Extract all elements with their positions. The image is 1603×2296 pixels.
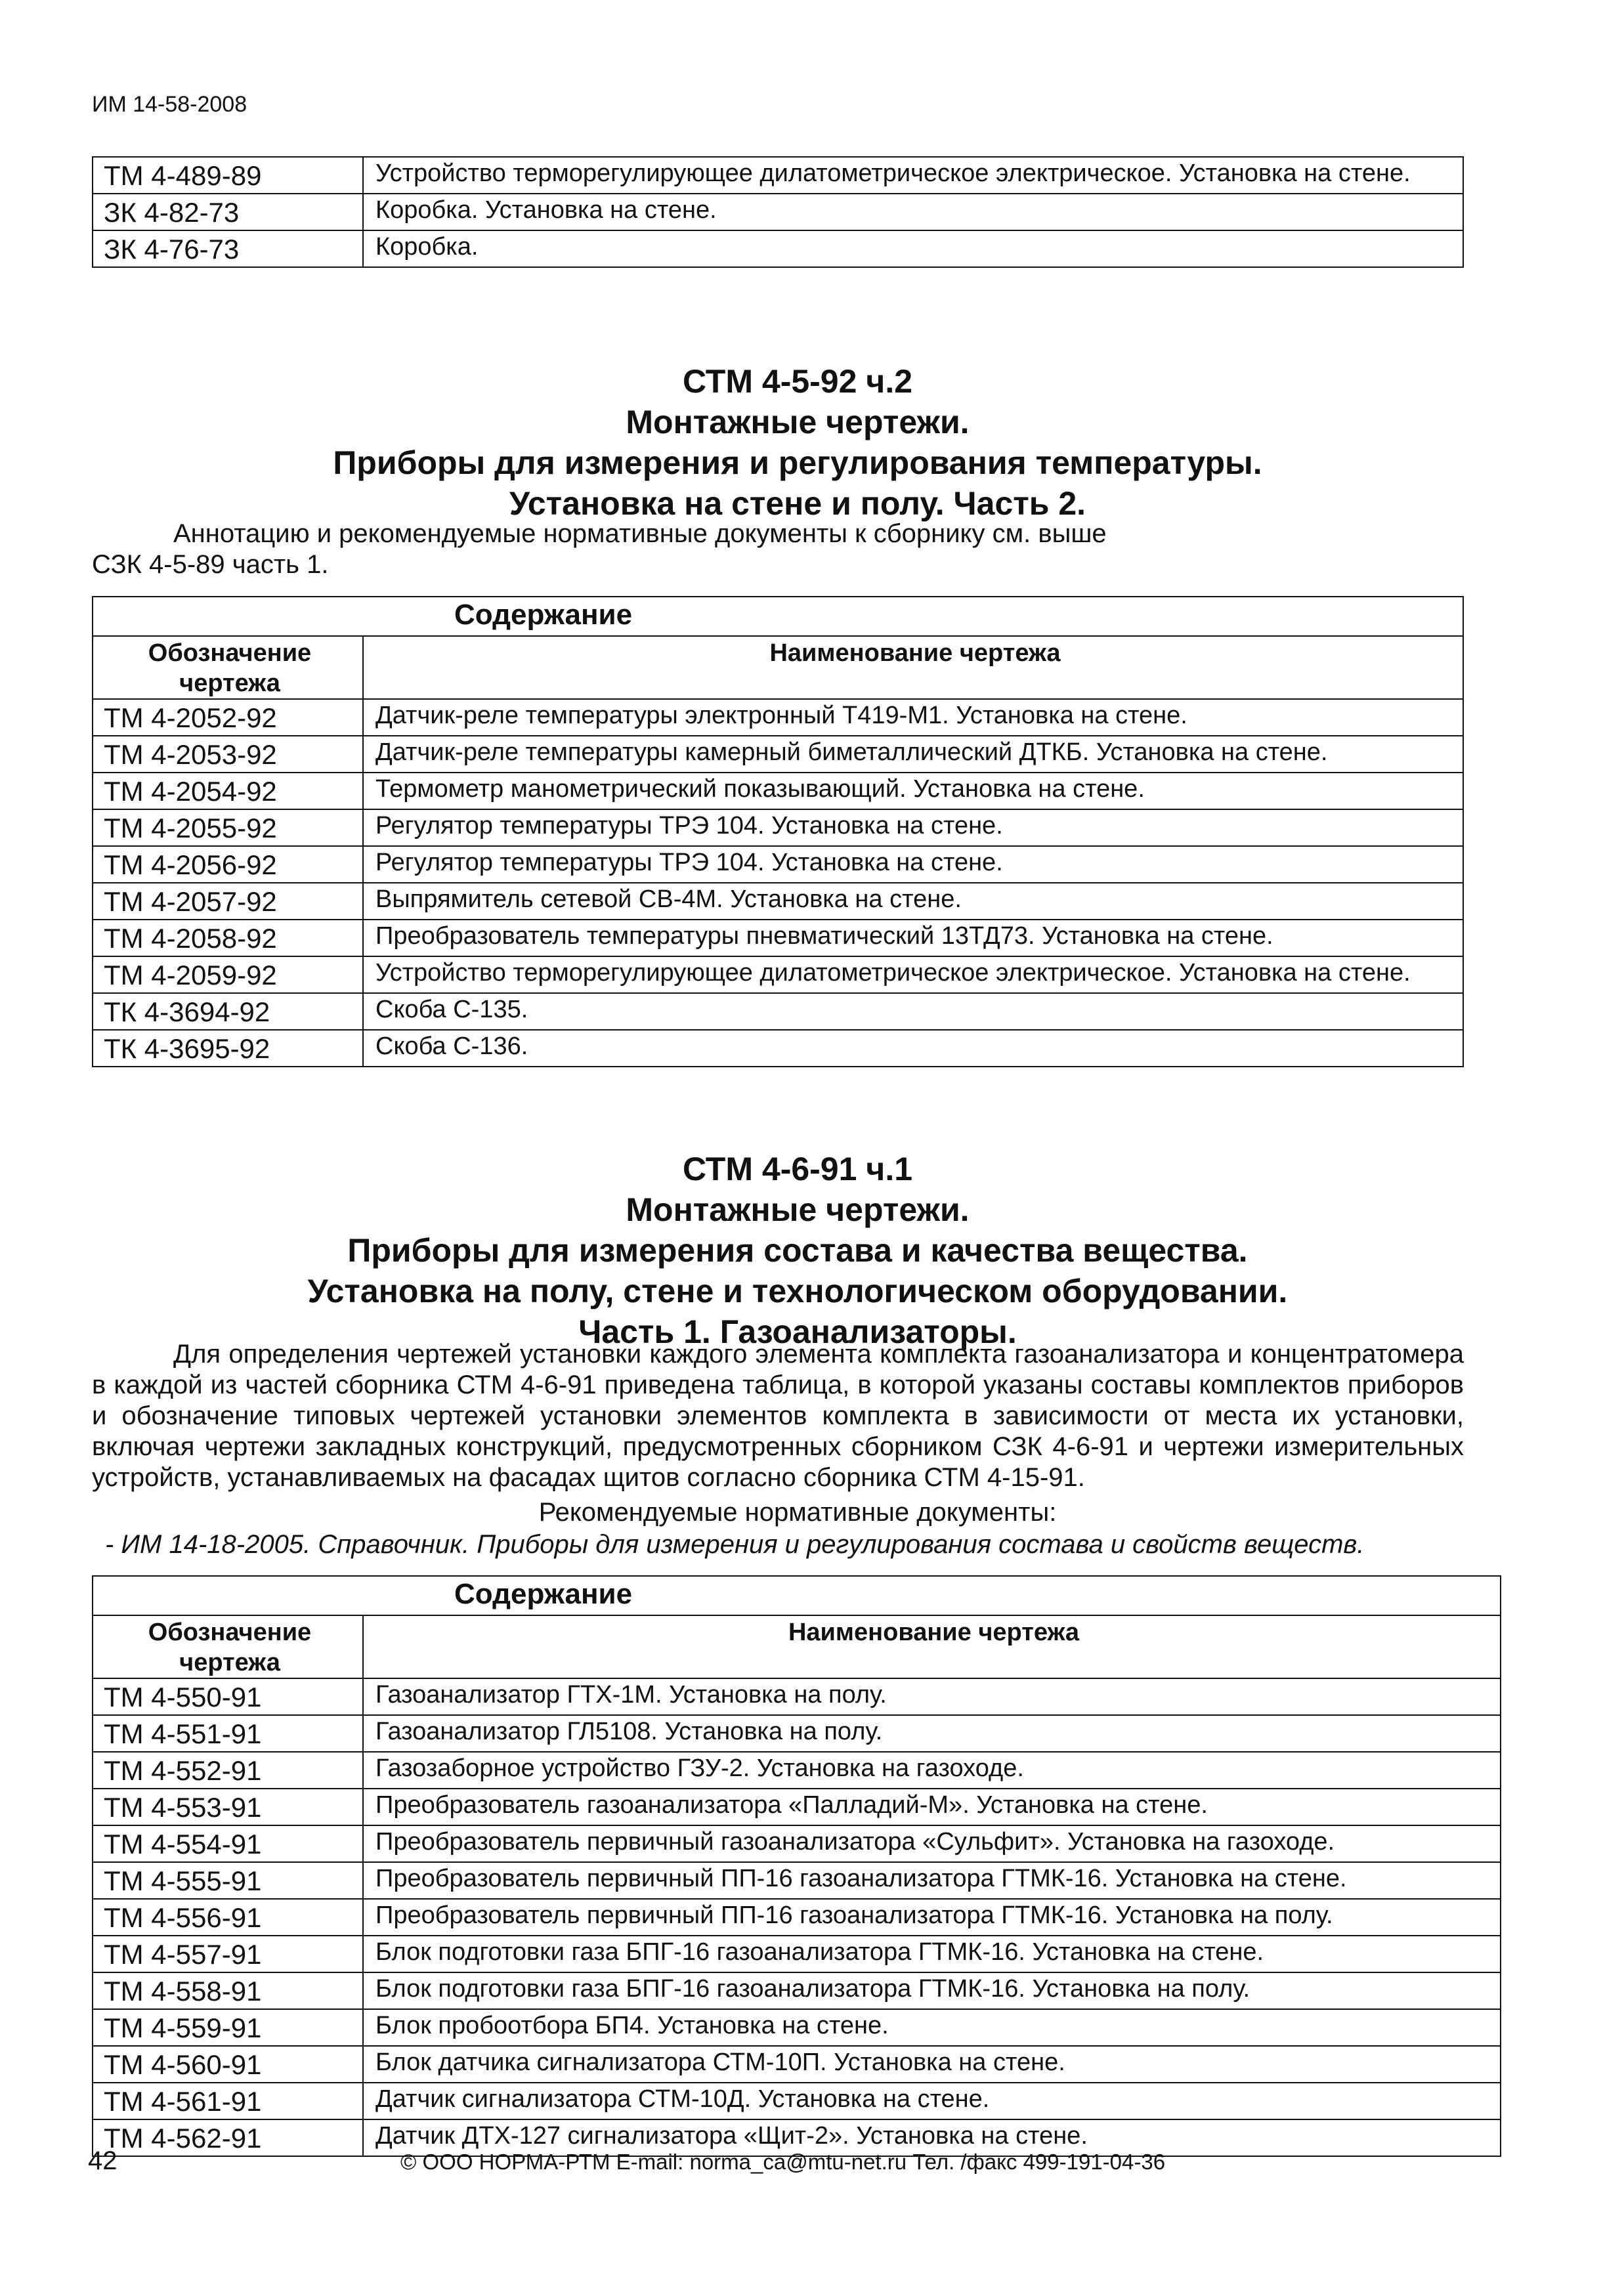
section-subtitle: Приборы для измерения состава и качества вещества. (347, 1232, 1248, 1269)
top-table (92, 156, 1464, 268)
drawing-code: ТК 4-3695-92 (93, 1030, 363, 1067)
table-row (93, 2046, 1501, 2083)
table-row (93, 2083, 1501, 2119)
drawing-name: Скоба С-135. (363, 993, 1463, 1030)
drawing-code: ТМ 4-489-89 (93, 157, 363, 194)
recommended-item: - ИМ 14-18-2005. Справочник. Приборы для измерения и регулирования состава и свойств веществ. (105, 1530, 1365, 1559)
drawing-name: Преобразователь первичный газоанализатора «Сульфит». Установка на газоходе. (363, 1825, 1501, 1862)
recommended-heading: Рекомендуемые нормативные документы: (538, 1498, 1057, 1527)
drawing-name: Газоанализатор ГЛ5108. Установка на полу. (363, 1715, 1501, 1752)
table-row (93, 773, 1463, 809)
section-title (92, 361, 1503, 524)
section-subtitle: Монтажные чертежи. (626, 1191, 970, 1228)
section-code: СТМ 4-6-91 ч.1 (682, 1151, 913, 1187)
drawing-name: Газозаборное устройство ГЗУ-2. Установка на газоходе. (363, 1752, 1501, 1789)
drawing-code: ЗК 4-82-73 (93, 194, 363, 230)
table-row (93, 993, 1463, 1030)
drawing-code: ТМ 4-557-91 (93, 1936, 363, 1972)
contents-table (92, 1575, 1501, 2157)
table-row (93, 1752, 1501, 1789)
drawing-name: Преобразователь первичный ПП-16 газоанализатора ГТМК-16. Установка на стене. (363, 1862, 1501, 1899)
drawing-name: Блок пробоотбора БП4. Установка на стене. (363, 2009, 1501, 2046)
page-number: 42 (88, 2146, 118, 2175)
column-header-code: Обозначение чертежа (93, 1615, 363, 1678)
footer-copyright: © ООО НОРМА-РТМ E-mail: norma_ca@mtu-net.ru Тел. /факс 499-191-04-36 (400, 2150, 1166, 2174)
table-row (93, 883, 1463, 920)
drawing-name: Устройство терморегулирующее дилатометрическое электрическое. Установка на стене. (363, 956, 1463, 993)
drawing-name: Регулятор температуры ТРЭ 104. Установка на стене. (363, 846, 1463, 883)
table-row (93, 230, 1463, 267)
document-id: ИМ 14-58-2008 (92, 92, 247, 117)
table-row (93, 956, 1463, 993)
table-row (93, 1936, 1501, 1972)
drawing-code: ТМ 4-559-91 (93, 2009, 363, 2046)
table-row (93, 920, 1463, 956)
table-row (93, 1899, 1501, 1936)
table-row (93, 1862, 1501, 1899)
table-caption: Содержание (93, 597, 1463, 636)
table-row (93, 1825, 1501, 1862)
table-row (93, 846, 1463, 883)
drawing-name: Выпрямитель сетевой СВ-4М. Установка на стене. (363, 883, 1463, 920)
drawing-code: ЗК 4-76-73 (93, 230, 363, 267)
drawing-code: ТМ 4-2056-92 (93, 846, 363, 883)
table-row (93, 194, 1463, 230)
drawing-code: ТМ 4-2057-92 (93, 883, 363, 920)
drawing-name: Блок подготовки газа БПГ-16 газоанализатора ГТМК-16. Установка на полу. (363, 1972, 1501, 2009)
table-row (93, 1678, 1501, 1715)
table-caption: Содержание (93, 1576, 1501, 1615)
drawing-code: ТМ 4-554-91 (93, 1825, 363, 1862)
table-row (93, 699, 1463, 736)
drawing-name: Устройство терморегулирующее дилатометрическое электрическое. Установка на стене. (363, 157, 1463, 194)
drawing-code: ТМ 4-2058-92 (93, 920, 363, 956)
drawing-code: ТМ 4-2059-92 (93, 956, 363, 993)
table-row (93, 736, 1463, 773)
drawing-name: Преобразователь газоанализатора «Палладий-М». Установка на стене. (363, 1789, 1501, 1825)
table-row (93, 809, 1463, 846)
drawing-name: Скоба С-136. (363, 1030, 1463, 1067)
drawing-code: ТК 4-3694-92 (93, 993, 363, 1030)
drawing-name: Датчик сигнализатора СТМ-10Д. Установка на стене. (363, 2083, 1501, 2119)
table-row (93, 1715, 1501, 1752)
section-code: СТМ 4-5-92 ч.2 (682, 363, 913, 400)
section-subtitle: Монтажные чертежи. (626, 404, 970, 440)
section-subtitle: Установка на полу, стене и технологическом оборудовании. (307, 1273, 1288, 1309)
section-subtitle: Установка на стене и полу. Часть 2. (509, 485, 1086, 522)
drawing-name: Преобразователь температуры пневматический 13ТД73. Установка на стене. (363, 920, 1463, 956)
table-row (93, 1030, 1463, 1067)
drawing-code: ТМ 4-553-91 (93, 1789, 363, 1825)
column-header-name: Наименование чертежа (363, 636, 1463, 699)
drawing-code: ТМ 4-2055-92 (93, 809, 363, 846)
table-row (93, 157, 1463, 194)
drawing-name: Коробка. Установка на стене. (363, 194, 1463, 230)
table-row (93, 1972, 1501, 2009)
drawing-name: Датчик-реле температуры электронный Т419-М1. Установка на стене. (363, 699, 1463, 736)
drawing-name: Датчик ДТХ-127 сигнализатора «Щит-2». Установка на стене. (363, 2119, 1501, 2156)
column-header-name: Наименование чертежа (363, 1615, 1501, 1678)
description-text: Для определения чертежей установки каждого элемента комплекта газоанализатора и концентратомера в каждой из частей сборника СТМ 4-6-91 приведена таблица, в которой указаны составы комплектов приборов и обозначение типовых чертежей установки элементов комплекта в зависимости от места их установки, включая чертежи закладных конструкций, предусмотренных сборником СЗК 4-6-91 и чертежи измерительных устройств, устанавливаемых на фасадах щитов согласно сборника СТМ 4-15-91. (92, 1340, 1464, 1492)
drawing-name: Блок подготовки газа БПГ-16 газоанализатора ГТМК-16. Установка на стене. (363, 1936, 1501, 1972)
drawing-code: ТМ 4-2054-92 (93, 773, 363, 809)
drawing-code: ТМ 4-2053-92 (93, 736, 363, 773)
contents-table (92, 596, 1464, 1067)
drawing-code: ТМ 4-551-91 (93, 1715, 363, 1752)
drawing-code: ТМ 4-556-91 (93, 1899, 363, 1936)
drawing-code: ТМ 4-561-91 (93, 2083, 363, 2119)
drawing-code: ТМ 4-552-91 (93, 1752, 363, 1789)
table-row (93, 2009, 1501, 2046)
drawing-code: ТМ 4-555-91 (93, 1862, 363, 1899)
drawing-name: Коробка. (363, 230, 1463, 267)
drawing-code: ТМ 4-560-91 (93, 2046, 363, 2083)
drawing-name: Газоанализатор ГТХ-1М. Установка на полу. (363, 1678, 1501, 1715)
drawing-name: Термометр манометрический показывающий. Установка на стене. (363, 773, 1463, 809)
drawing-name: Регулятор температуры ТРЭ 104. Установка на стене. (363, 809, 1463, 846)
drawing-code: ТМ 4-558-91 (93, 1972, 363, 2009)
drawing-code: ТМ 4-550-91 (93, 1678, 363, 1715)
table-row (93, 1789, 1501, 1825)
section-subtitle: Часть 1. Газоанализаторы. (578, 1313, 1017, 1350)
drawing-code: ТМ 4-562-91 (93, 2119, 363, 2156)
drawing-code: ТМ 4-2052-92 (93, 699, 363, 736)
column-header-code: Обозначение чертежа (93, 636, 363, 699)
section-subtitle: Приборы для измерения и регулирования температуры. (333, 444, 1262, 481)
drawing-name: Датчик-реле температуры камерный биметаллический ДТКБ. Установка на стене. (363, 736, 1463, 773)
drawing-name: Блок датчика сигнализатора СТМ-10П. Установка на стене. (363, 2046, 1501, 2083)
section-title (92, 1149, 1503, 1352)
annotation-text: Аннотацию и рекомендуемые нормативные документы к сборнику см. выше СЗК 4-5-89 часть 1. (92, 519, 1107, 579)
drawing-name: Преобразователь первичный ПП-16 газоанализатора ГТМК-16. Установка на полу. (363, 1899, 1501, 1936)
